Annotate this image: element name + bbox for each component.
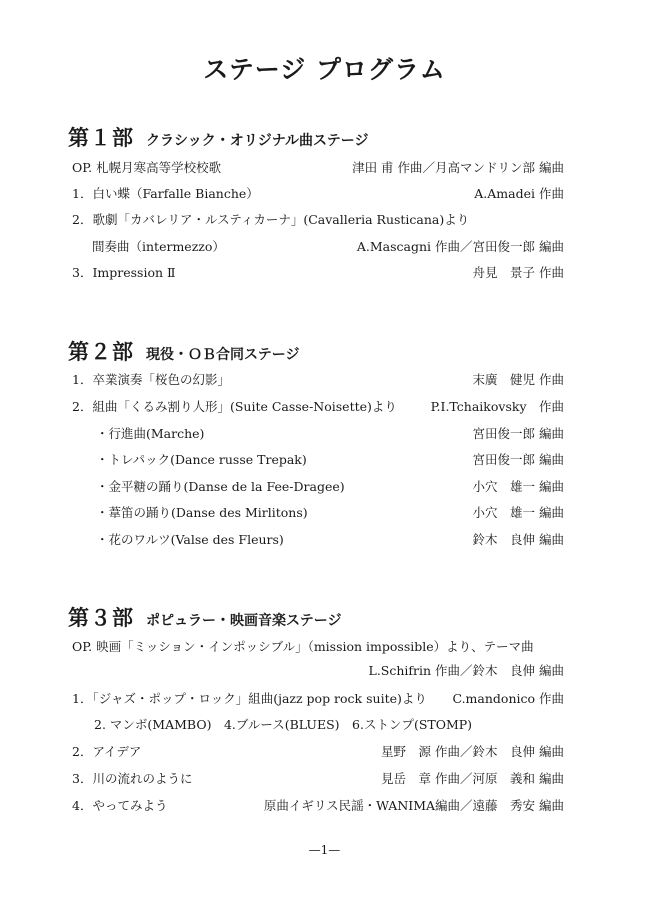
program-row [72,715,564,735]
piece-title: 1．卒業演奏「桜色の幻影」 [72,372,230,387]
piece-title: OP. 札幌月寒高等学校校歌 [72,160,222,175]
part-1-label: 第１部 [68,126,134,150]
piece-credit: 末廣 健児 作曲 [472,372,564,387]
piece-title: ・トレパック(Dance russe Trepak) [96,452,307,467]
piece-title: 4．やってみよう [72,798,168,813]
program-row [72,370,564,390]
piece-credit: 鈴木 良伸 編曲 [472,532,564,547]
program-row [72,530,564,550]
piece-title: ・花のワルツ(Valse des Fleurs) [96,532,284,547]
piece-title: 3．川の流れのように [72,771,193,786]
piece-credit: 原曲イギリス民謡・WANIMA編曲／遠藤 秀安 編曲 [263,798,564,813]
piece-credit: A.Mascagni 作曲／宮田俊一郎 編曲 [356,239,564,254]
piece-credit: 舟見 景子 作曲 [472,265,564,280]
piece-credit: C.mandonico 作曲 [452,691,564,706]
program-row [72,503,564,523]
program-row [72,263,564,283]
piece-title: ・葦笛の踊り(Danse des Mirlitons) [96,505,308,520]
piece-credit: P.I.Tchaikovsky 作曲 [430,399,564,414]
piece-credit: 小穴 雄一 編曲 [472,505,564,520]
program-row [72,796,564,816]
page-number: —1— [308,843,341,857]
program-row [72,769,564,789]
part-2-label: 第２部 [68,340,134,364]
piece-title: 2．組曲「くるみ割り人形」(Suite Casse-Noisette)より [72,399,397,414]
piece-title: 1．「ジャズ・ポップ・ロック」組曲(jazz pop rock suite)より [72,691,427,706]
piece-credit: 星野 源 作曲／鈴木 良伸 編曲 [381,744,564,759]
program-row [72,237,564,257]
piece-title: OP. 映画「ミッション・インポッシブル」（mission impossible）より、テーマ曲 [72,639,534,654]
piece-title: 1．白い蝶（Farfalle Bianche） [72,186,259,201]
piece-title: 間奏曲（intermezzo） [92,239,225,254]
program-row [72,424,564,444]
piece-title: 2. マンボ(MAMBO) 4.ブルース(BLUES) 6.ストンプ(STOMP) [94,717,473,732]
piece-title: ・金平糖の踊り(Danse de la Fee-Dragee) [96,479,345,494]
program-row [72,742,564,762]
part-3-heading [68,602,341,632]
piece-credit: A.Amadei 作曲 [474,186,564,201]
part-2-heading [68,336,299,366]
program-row [72,450,564,470]
part-2-name: 現役・ＯＢ合同ステージ [146,347,300,363]
piece-title: 2．アイデア [72,744,142,759]
program-row [72,210,564,230]
piece-credit: 宮田俊一郎 編曲 [472,452,564,467]
piece-title: 3．Impression Ⅱ [72,265,176,280]
program-row [72,689,564,709]
piece-title: ・行進曲(Marche) [96,426,205,441]
part-1-name: クラシック・オリジナル曲ステージ [146,133,369,149]
part-3-name: ポピュラー・映画音楽ステージ [146,613,342,629]
program-row [72,661,564,681]
program-row [72,158,564,178]
program-row [72,184,564,204]
piece-title: 2．歌劇「カバレリア・ルスティカーナ」(Cavalleria Rusticana)より [72,212,470,227]
program-row [72,637,564,657]
piece-credit: L.Schifrin 作曲／鈴木 良伸 編曲 [368,663,564,678]
part-1-heading [68,122,368,152]
piece-credit: 見岳 章 作曲／河原 義和 編曲 [381,771,564,786]
piece-credit: 小穴 雄一 編曲 [472,479,564,494]
piece-credit: 津田 甫 作曲／月高マンドリン部 編曲 [352,160,564,175]
page-title: ステージ プログラム [203,55,446,84]
program-row [72,397,564,417]
piece-credit: 宮田俊一郎 編曲 [472,426,564,441]
program-row [72,477,564,497]
part-3-label: 第３部 [68,606,134,630]
